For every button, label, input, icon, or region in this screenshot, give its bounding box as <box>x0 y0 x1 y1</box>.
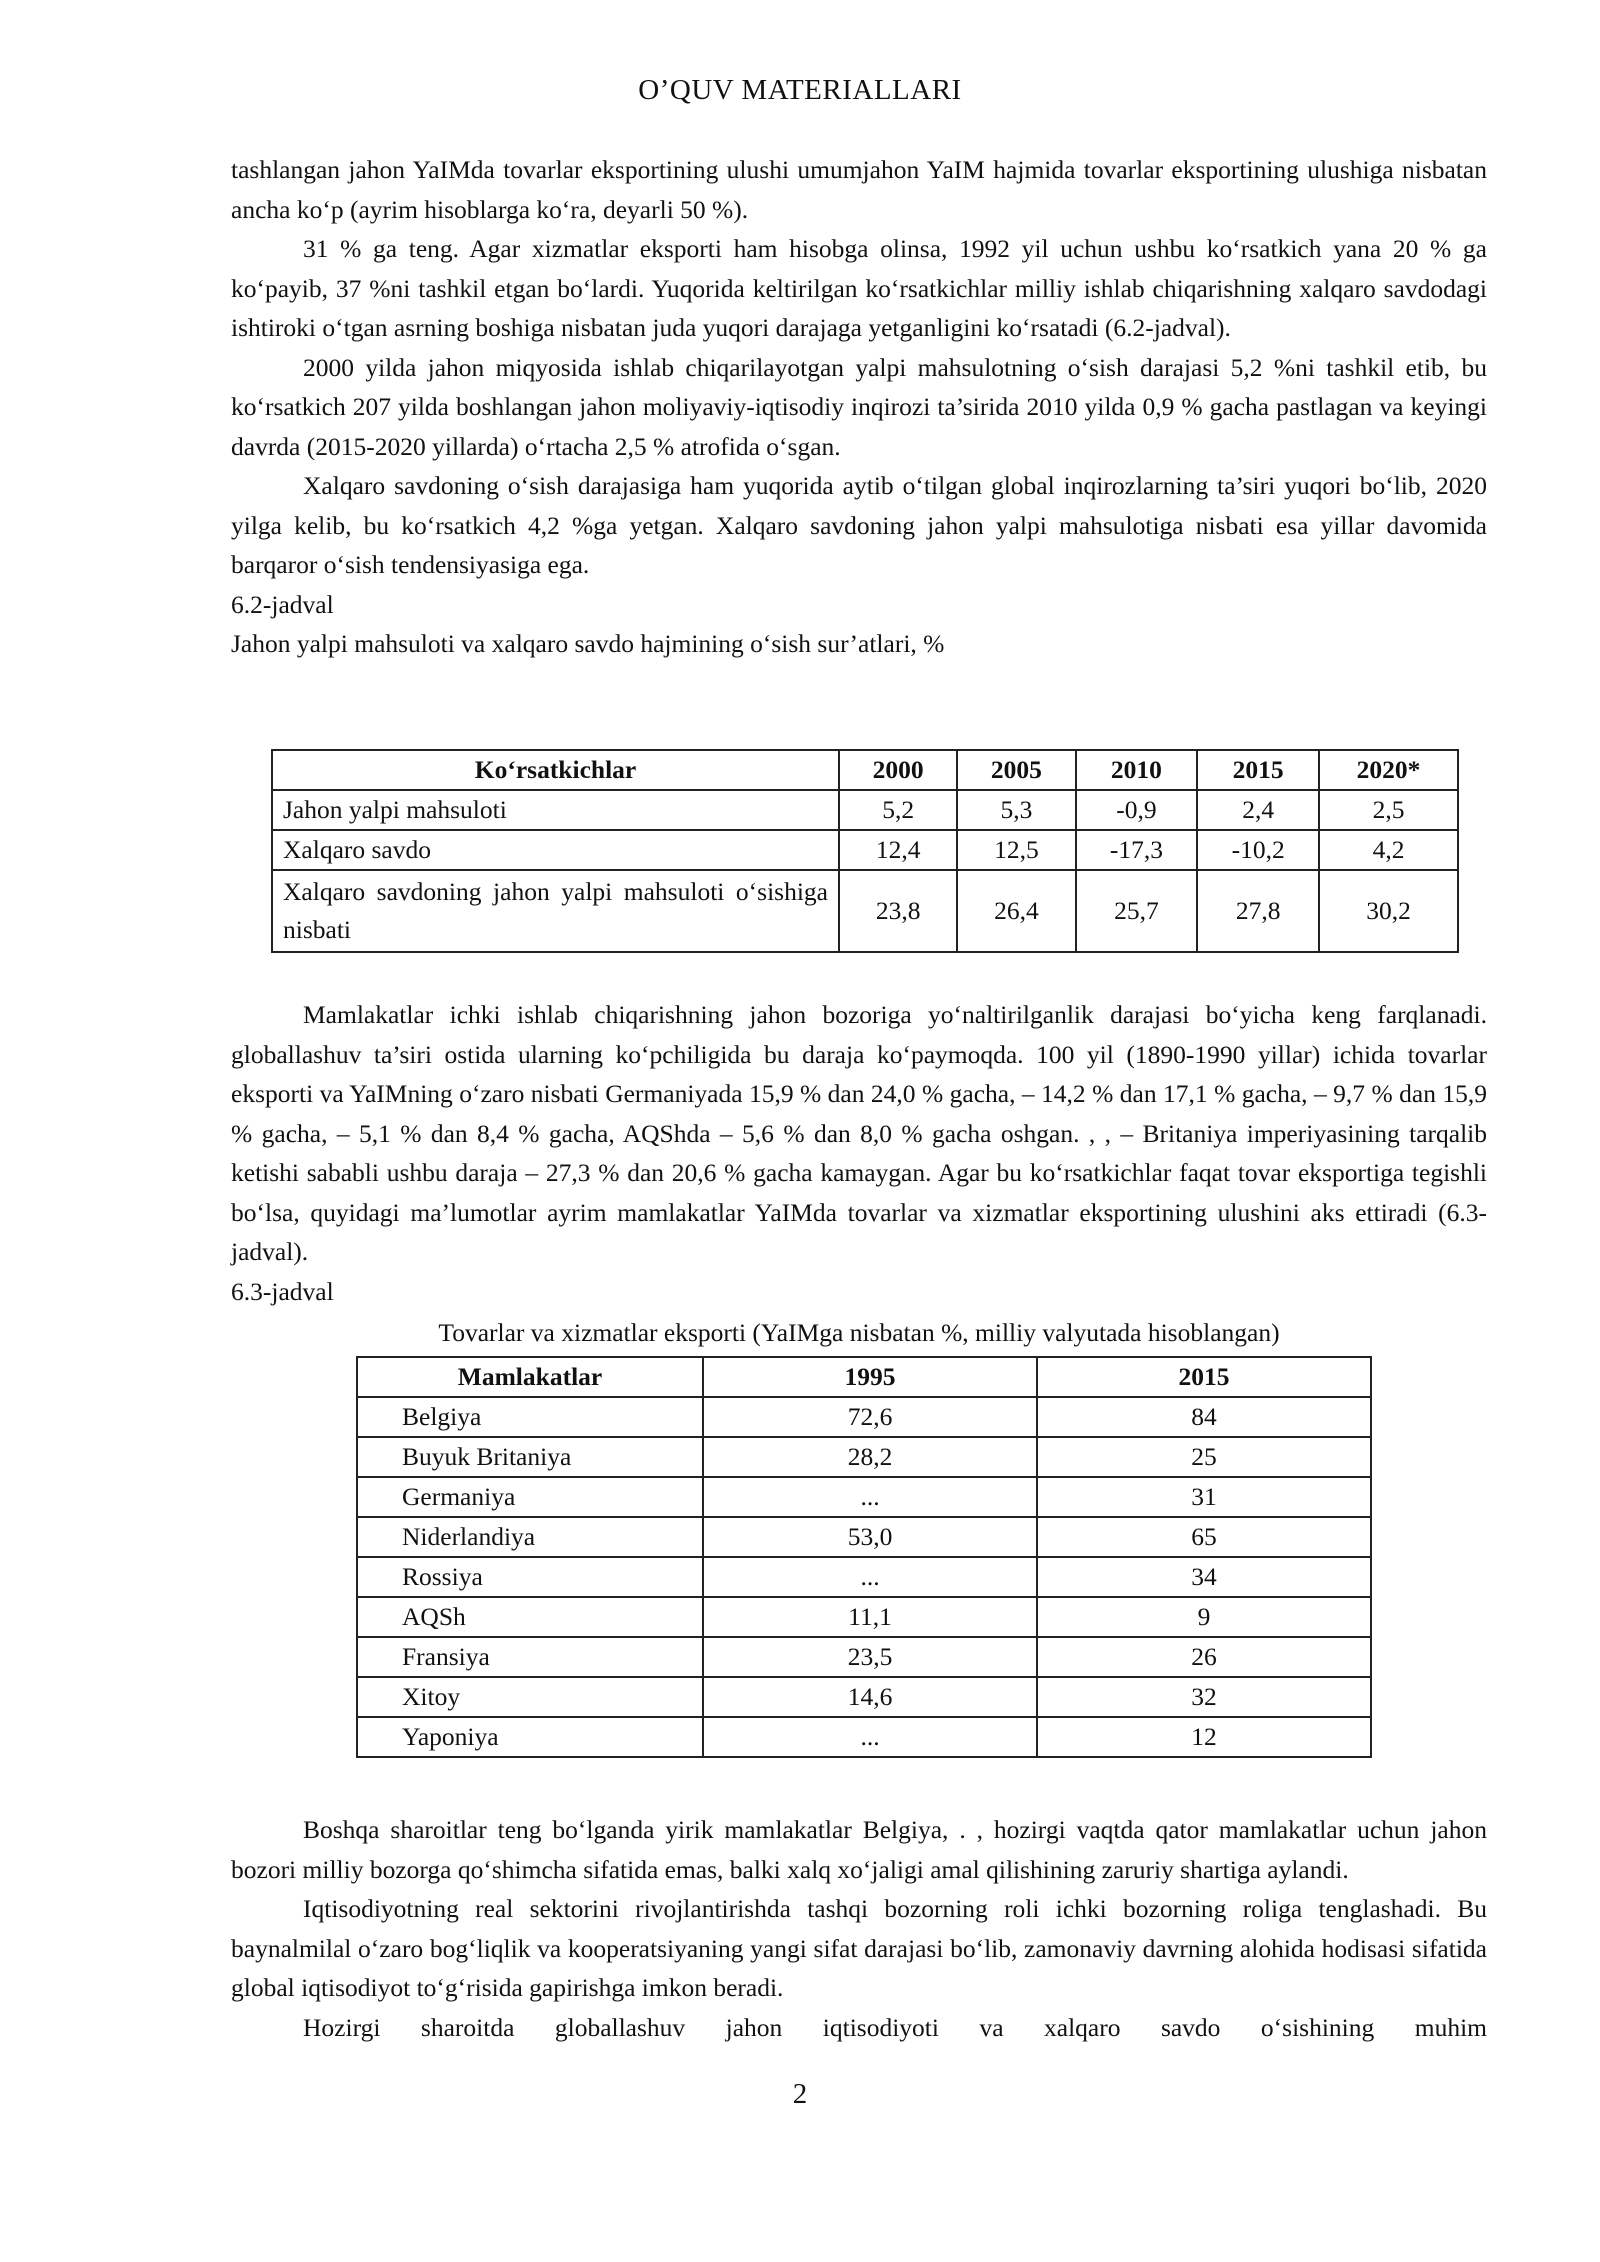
table-cell: 5,3 <box>957 790 1075 830</box>
table-cell: 84 <box>1037 1397 1371 1437</box>
table-row <box>357 1637 1371 1677</box>
export-share-table <box>356 1356 1372 1758</box>
table-caption: Tovarlar va xizmatlar eksporti (YaIMga nisbatan %, milliy valyutada hisoblangan) <box>438 1318 1280 1347</box>
table-cell: 26,4 <box>957 870 1075 952</box>
table-cell: 2,4 <box>1197 790 1319 830</box>
table-row <box>272 830 1458 870</box>
table-row <box>357 1677 1371 1717</box>
table-cell: ... <box>703 1717 1037 1757</box>
column-header: Ko‘rsatkichlar <box>272 750 839 790</box>
table-cell: 12,4 <box>839 830 957 870</box>
country-cell: Yaponiya <box>357 1717 703 1757</box>
table-cell: 5,2 <box>839 790 957 830</box>
paragraph: 31 % ga teng. Agar xizmatlar eksporti ham hisobga olinsa, 1992 yil uchun ushbu ko‘rsatkich yana 20 % ga ko‘payib, 37 %ni tashkil etgan bo‘lardi. Yuqorida keltirilgan ko‘rsatkichlar milliy ishlab chiqarishning xalqaro savdodagi ishtiroki o‘tgan asrning boshiga nisbatan juda yuqori darajaga yetganligini ko‘rsatadi (6.2-jadval). <box>231 234 1487 342</box>
table-row <box>272 790 1458 830</box>
paragraph: 2000 yilda jahon miqyosida ishlab chiqarilayotgan yalpi mahsulotning o‘sish darajasi 5,2 %ni tashkil etib, bu ko‘rsatkich 207 yilda boshlangan jahon moliyaviy-iqtisodiy inqirozi ta’sirida 2010 yilda 0,9 % gacha pastlagan va keyingi davrda (2015-2020 yillarda) o‘rtacha 2,5 % atrofida o‘sgan. <box>231 352 1487 461</box>
column-header: 1995 <box>703 1357 1037 1397</box>
row-label: Xalqaro savdoning jahon yalpi mahsuloti o‘sishiga nisbati <box>272 870 839 952</box>
country-cell: Fransiya <box>357 1637 703 1677</box>
paragraph: Mamlakatlar ichki ishlab chiqarishning jahon bozoriga yo‘naltirilganlik darajasi bo‘yicha keng farqlanadi. globallashuv ta’siri ostida ularning ko‘pchiligida bu daraja ko‘paymoqda. 100 yil (1890-1990 yillar) ichida tovarlar eksporti va YaIMning o‘zaro nisbati Germaniyada 15,9 % dan 24,0 % gacha, – 14,2 % dan 17,1 % gacha, – 9,7 % dan 15,9 % gacha, – 5,1 % dan 8,4 % gacha, AQShda – 5,6 % dan 8,0 % gacha oshgan. , , – Britaniya imperiyasining tarqalib ketishi sababli ushbu daraja – 27,3 % dan 20,6 % gacha kamaygan. Agar bu ko‘rsatkichlar faqat tovar eksportiga tegishli bo‘lsa, quyidagi ma’lumotlar ayrim mamlakatlar YaIMda tovarlar va xizmatlar eksportining ulushini aks ettiradi (6.3-jadval). <box>231 1000 1487 1266</box>
column-header: 2015 <box>1197 750 1319 790</box>
table-cell: 14,6 <box>703 1677 1037 1717</box>
table-cell: ... <box>703 1477 1037 1517</box>
table-cell: 32 <box>1037 1677 1371 1717</box>
body-text-middle <box>231 995 1487 1311</box>
table-row <box>272 870 1458 952</box>
table-cell: 12,5 <box>957 830 1075 870</box>
table-cell: -10,2 <box>1197 830 1319 870</box>
country-cell: Buyuk Britaniya <box>357 1437 703 1477</box>
table-cell: 30,2 <box>1319 870 1458 952</box>
table-caption: Jahon yalpi mahsuloti va xalqaro savdo hajmining o‘sish sur’atlari, % <box>231 629 945 658</box>
column-header: 2005 <box>957 750 1075 790</box>
table-row <box>357 1557 1371 1597</box>
table-cell: -0,9 <box>1076 790 1198 830</box>
country-cell: Rossiya <box>357 1557 703 1597</box>
page-header: O’QUV MATERIALLARI <box>638 74 962 106</box>
table-cell: 2,5 <box>1319 790 1458 830</box>
table-cell: 28,2 <box>703 1437 1037 1477</box>
row-label: Xalqaro savdo <box>272 830 839 870</box>
table-cell: 26 <box>1037 1637 1371 1677</box>
table-cell: 27,8 <box>1197 870 1319 952</box>
table-label: 6.3-jadval <box>231 1276 334 1306</box>
table-cell: 23,8 <box>839 870 957 952</box>
row-label: Jahon yalpi mahsuloti <box>272 790 839 830</box>
column-header: 2000 <box>839 750 957 790</box>
table-cell: -17,3 <box>1076 830 1198 870</box>
country-cell: AQSh <box>357 1597 703 1637</box>
table-row <box>357 1477 1371 1517</box>
paragraph: tashlangan jahon YaIMda tovarlar eksportining ulushi umumjahon YaIM hajmida tovarlar eksportining ulushiga nisbatan ancha ko‘p (ayrim hisoblarga ko‘ra, deyarli 50 %). <box>231 155 1487 224</box>
table-label: 6.2-jadval <box>231 589 334 619</box>
table-row <box>357 1397 1371 1437</box>
country-cell: Germaniya <box>357 1477 703 1517</box>
country-cell: Niderlandiya <box>357 1517 703 1557</box>
paragraph: Iqtisodiyotning real sektorini rivojlantirishda tashqi bozorning roli ichki bozorning roliga tenglashadi. Bu baynalmilal o‘zaro bog‘liqlik va kooperatsiyaning yangi sifat darajasi bo‘lib, zamonaviy davrning alohida hodisasi sifatida global iqtisodiyot to‘g‘risida gapirishga imkon beradi. <box>231 1894 1487 2002</box>
column-header: 2020* <box>1319 750 1458 790</box>
table-header-row <box>272 750 1458 790</box>
table-row <box>357 1437 1371 1477</box>
table-cell: 53,0 <box>703 1517 1037 1557</box>
table-row <box>357 1717 1371 1757</box>
table-cell: 4,2 <box>1319 830 1458 870</box>
table-cell: 12 <box>1037 1717 1371 1757</box>
table-cell: 31 <box>1037 1477 1371 1517</box>
body-text-top <box>231 150 1487 664</box>
table-row <box>357 1597 1371 1637</box>
paragraph: Xalqaro savdoning o‘sish darajasiga ham yuqorida aytib o‘tilgan global inqirozlarning ta’siri yuqori bo‘lib, 2020 yilga kelib, bu ko‘rsatkich 4,2 %ga yetgan. Xalqaro savdoning jahon yalpi mahsulotiga nisbati esa yillar davomida barqaror o‘sish tendensiyasiga ega. <box>231 471 1487 579</box>
country-cell: Belgiya <box>357 1397 703 1437</box>
table-row <box>357 1517 1371 1557</box>
country-cell: Xitoy <box>357 1677 703 1717</box>
table-cell: 34 <box>1037 1557 1371 1597</box>
paragraph: Hozirgi sharoitda globallashuv jahon iqtisodiyoti va xalqaro savdo o‘sishining muhim <box>303 2012 1487 2042</box>
table-cell: ... <box>703 1557 1037 1597</box>
table-cell: 25 <box>1037 1437 1371 1477</box>
table-cell: 72,6 <box>703 1397 1037 1437</box>
growth-rates-table <box>271 749 1459 953</box>
table-cell: 65 <box>1037 1517 1371 1557</box>
table-cell: 25,7 <box>1076 870 1198 952</box>
column-header: Mamlakatlar <box>357 1357 703 1397</box>
table-cell: 9 <box>1037 1597 1371 1637</box>
page-number: 2 <box>792 2078 808 2110</box>
body-text-bottom <box>231 1810 1487 2047</box>
table-header-row <box>357 1357 1371 1397</box>
column-header: 2010 <box>1076 750 1198 790</box>
paragraph: Boshqa sharoitlar teng bo‘lganda yirik mamlakatlar Belgiya, . , hozirgi vaqtda qator mamlakatlar uchun jahon bozori milliy bozorga qo‘shimcha sifatida emas, balki xalq xo‘jaligi amal qilishining zaruriy shartiga aylandi. <box>231 1815 1487 1884</box>
column-header: 2015 <box>1037 1357 1371 1397</box>
table-cell: 11,1 <box>703 1597 1037 1637</box>
table-cell: 23,5 <box>703 1637 1037 1677</box>
